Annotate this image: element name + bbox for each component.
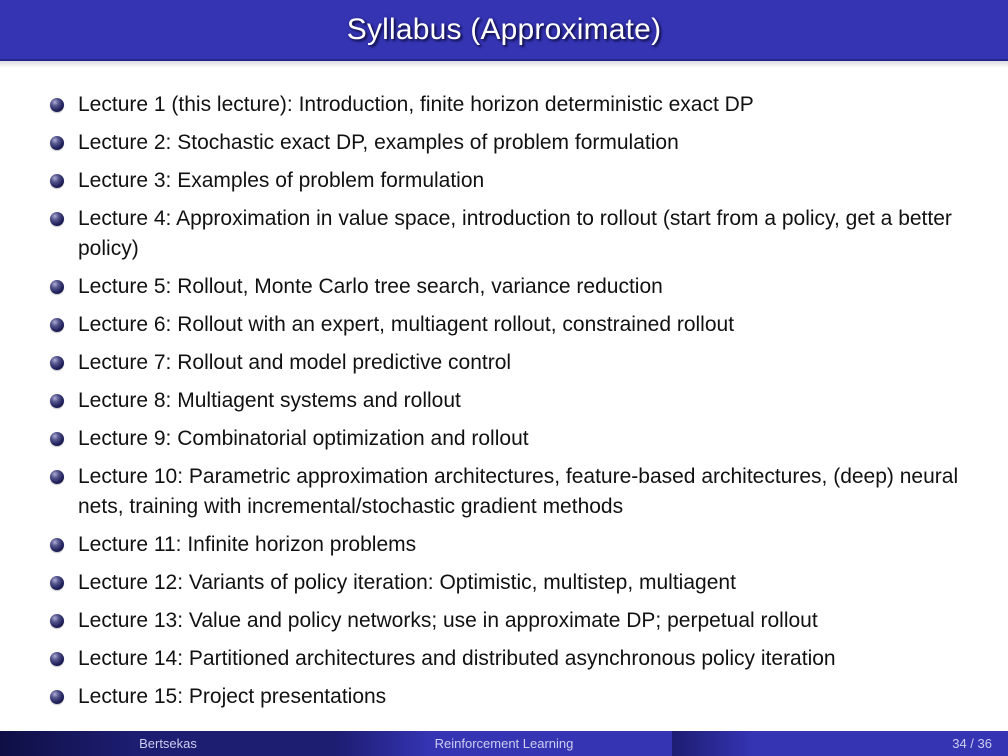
lecture-item-text: Lecture 2: Stochastic exact DP, examples of problem formulation <box>78 131 679 154</box>
footer-page-number: 34 / 36 <box>952 736 992 751</box>
lecture-list <box>50 90 990 712</box>
list-item <box>50 204 990 264</box>
list-item <box>50 606 990 636</box>
lecture-item-text: Lecture 14: Partitioned architectures and distributed asynchronous policy iteration <box>78 647 836 670</box>
ball-bullet-icon <box>50 432 64 446</box>
lecture-item-text: Lecture 5: Rollout, Monte Carlo tree search, variance reduction <box>78 275 663 298</box>
footer-course-title: Reinforcement Learning <box>434 736 574 751</box>
ball-bullet-icon <box>50 576 64 590</box>
frame-title-bar <box>0 0 1008 61</box>
ball-bullet-icon <box>50 174 64 188</box>
footer-page-box <box>672 731 1008 756</box>
list-item <box>50 644 990 674</box>
list-item <box>50 166 990 196</box>
lecture-item-text: Lecture 7: Rollout and model predictive control <box>78 351 512 374</box>
lecture-item-text: Lecture 3: Examples of problem formulation <box>78 169 485 192</box>
list-item <box>50 682 990 712</box>
footline <box>0 731 1008 756</box>
lecture-item-text: Lecture 13: Value and policy networks; use in approximate DP; perpetual rollout <box>78 609 818 632</box>
lecture-item-text: Lecture 6: Rollout with an expert, multiagent rollout, constrained rollout <box>78 313 735 336</box>
lecture-item-text: Lecture 9: Combinatorial optimization and rollout <box>78 427 529 450</box>
list-item <box>50 348 990 378</box>
ball-bullet-icon <box>50 652 64 666</box>
ball-bullet-icon <box>50 614 64 628</box>
lecture-item-text: Lecture 12: Variants of policy iteration: Optimistic, multistep, multiagent <box>78 571 736 594</box>
ball-bullet-icon <box>50 470 64 484</box>
list-item <box>50 568 990 598</box>
list-item <box>50 90 990 120</box>
list-item <box>50 424 990 454</box>
ball-bullet-icon <box>50 394 64 408</box>
list-item <box>50 530 990 560</box>
list-item <box>50 462 990 522</box>
ball-bullet-icon <box>50 690 64 704</box>
slide-body <box>0 61 1008 712</box>
footer-author: Bertsekas <box>139 736 197 751</box>
footer-course-box <box>336 731 672 756</box>
lecture-item-text: Lecture 15: Project presentations <box>78 685 387 708</box>
ball-bullet-icon <box>50 98 64 112</box>
list-item <box>50 386 990 416</box>
ball-bullet-icon <box>50 538 64 552</box>
ball-bullet-icon <box>50 280 64 294</box>
ball-bullet-icon <box>50 356 64 370</box>
lecture-item-text: Lecture 11: Infinite horizon problems <box>78 533 417 556</box>
ball-bullet-icon <box>50 136 64 150</box>
lecture-item-text: Lecture 8: Multiagent systems and rollout <box>78 389 461 412</box>
ball-bullet-icon <box>50 318 64 332</box>
ball-bullet-icon <box>50 212 64 226</box>
lecture-item-text: Lecture 10: Parametric approximation architectures, feature-based architectures, (deep) neural nets, training with incremental/stochastic gradient methods <box>78 465 959 518</box>
list-item <box>50 128 990 158</box>
footer-author-box <box>0 731 336 756</box>
lecture-item-text: Lecture 1 (this lecture): Introduction, finite horizon deterministic exact DP <box>78 93 754 116</box>
list-item <box>50 272 990 302</box>
lecture-item-text: Lecture 4: Approximation in value space, introduction to rollout (start from a policy, get a better policy) <box>78 207 952 260</box>
slide-title: Syllabus (Approximate) <box>346 12 662 46</box>
list-item <box>50 310 990 340</box>
